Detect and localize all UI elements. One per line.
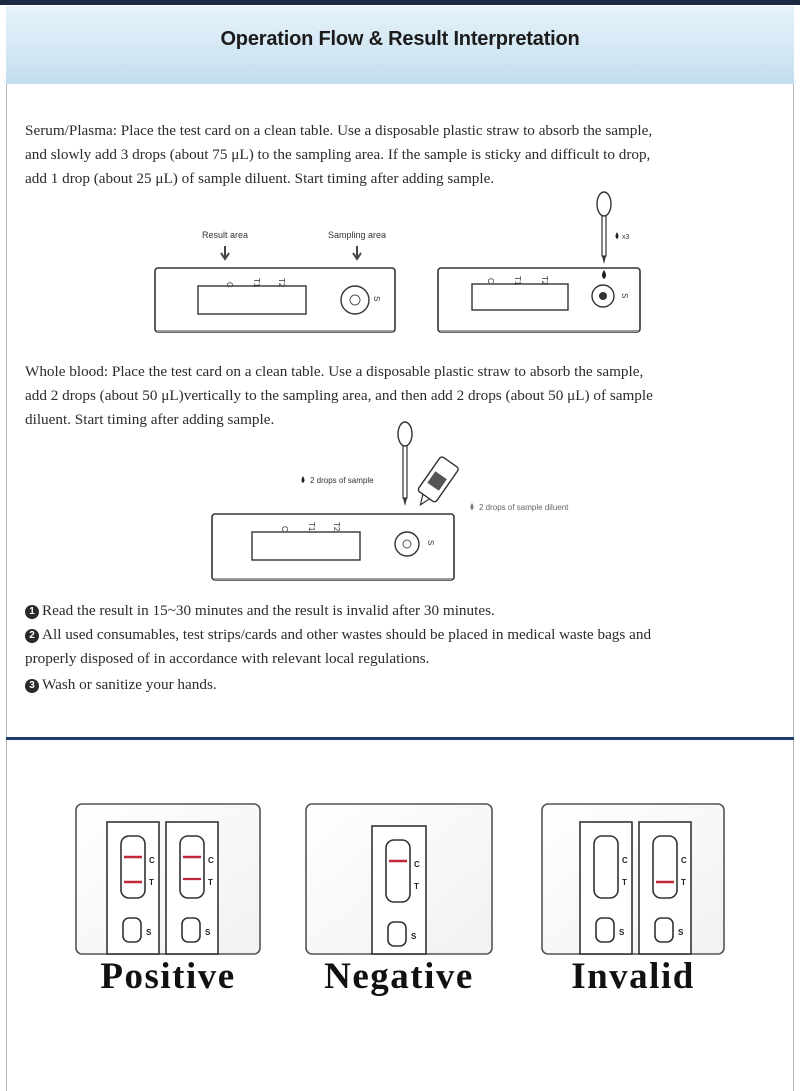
positive-cassette-2 — [166, 822, 218, 954]
paragraph-line: diluent. Start timing after adding sample. — [25, 411, 275, 428]
card-label-t1: T1 — [513, 276, 522, 286]
diluent-tube-icon — [411, 456, 459, 511]
test-label: T — [622, 878, 627, 887]
control-label: C — [622, 856, 628, 865]
whole-blood-procedure-diagram — [200, 418, 620, 588]
diluent-drops-label: 2 drops of sample diluent — [479, 503, 569, 512]
control-label: C — [414, 860, 420, 869]
card-label-t1: T1 — [307, 522, 316, 532]
note-1 — [25, 599, 795, 623]
card-label-t1: T1 — [252, 278, 261, 288]
note-2 — [25, 623, 795, 671]
sample-label: S — [678, 928, 684, 937]
invalid-cassette-2 — [639, 822, 691, 954]
dropper-icon — [398, 422, 412, 506]
card-label-t2: T2 — [540, 276, 549, 286]
card-label-t2: T2 — [332, 522, 341, 532]
test-label: T — [414, 882, 419, 891]
result-window-right — [472, 284, 568, 310]
test-label: T — [149, 878, 154, 887]
card-label-c: C — [225, 282, 234, 288]
negative-label: Negative — [324, 956, 474, 997]
serum-procedure-diagram — [140, 190, 660, 340]
note-3 — [25, 673, 795, 697]
control-label: C — [681, 856, 687, 865]
test-label: T — [208, 878, 213, 887]
sampling-area-arrow — [353, 246, 361, 259]
result-area-label: Result area — [201, 230, 249, 240]
sampling-area-label: Sampling area — [327, 230, 387, 240]
drop-icon — [616, 232, 619, 239]
positive-cassette-1 — [107, 822, 159, 954]
number-badge: 2 — [25, 629, 39, 643]
paragraph-line: and slowly add 3 drops (about 75 μL) to the sampling area. If the sample is sticky and difficult to drop, — [25, 146, 651, 163]
invalid-cassette-1 — [580, 822, 632, 954]
top-border — [0, 0, 800, 5]
note-text: All used consumables, test strips/cards and other wastes should be placed in medical waste bags and — [42, 626, 652, 643]
paragraph-line: Serum/Plasma: Place the test card on a clean table. Use a disposable plastic straw to absorb the sample, — [25, 122, 653, 139]
test-label: T — [681, 878, 686, 887]
page-title: Operation Flow & Result Interpretation — [220, 28, 580, 50]
result-window-left — [198, 286, 306, 314]
invalid-panel — [542, 804, 724, 954]
sample-label: S — [146, 928, 152, 937]
sample-drops-label: 2 drops of sample — [310, 476, 374, 485]
sample-port-label: S — [426, 540, 435, 546]
control-label: C — [149, 856, 155, 865]
note-text: Wash or sanitize your hands. — [42, 676, 217, 693]
invalid-label: Invalid — [571, 956, 695, 997]
note-text: properly disposed of in accordance with relevant local regulations. — [25, 650, 430, 667]
sample-port-label: S — [372, 296, 381, 302]
serum-plasma-paragraph — [25, 119, 785, 191]
note-text: Read the result in 15~30 minutes and the result is invalid after 30 minutes. — [42, 602, 495, 619]
card-label-t2: T2 — [277, 278, 286, 288]
drop-icon — [302, 476, 305, 483]
negative-cassette — [372, 826, 426, 954]
card-label-c: C — [280, 526, 289, 532]
paragraph-line: Whole blood: Place the test card on a clean table. Use a disposable plastic straw to absorb the sample, — [25, 363, 644, 380]
positive-label: Positive — [100, 956, 236, 997]
sample-label: S — [411, 932, 417, 941]
result-window — [252, 532, 360, 560]
dropper-icon — [597, 192, 611, 264]
sample-port-label: S — [620, 293, 629, 299]
paragraph-line: add 1 drop (about 25 μL) of sample diluent. Start timing after adding sample. — [25, 170, 495, 187]
drop-count-label: x3 — [622, 234, 630, 241]
number-badge: 3 — [25, 679, 39, 693]
sample-label: S — [619, 928, 625, 937]
result-area-arrow — [221, 246, 229, 259]
section-divider — [6, 737, 794, 740]
sample-label: S — [205, 928, 211, 937]
result-illustrations — [0, 790, 800, 970]
card-label-c: C — [486, 278, 495, 284]
paragraph-line: add 2 drops (about 50 μL)vertically to the sampling area, and then add 2 drops (about 50 μL) of sample — [25, 387, 653, 404]
drop-icon — [471, 503, 474, 510]
number-badge: 1 — [25, 605, 39, 619]
control-label: C — [208, 856, 214, 865]
